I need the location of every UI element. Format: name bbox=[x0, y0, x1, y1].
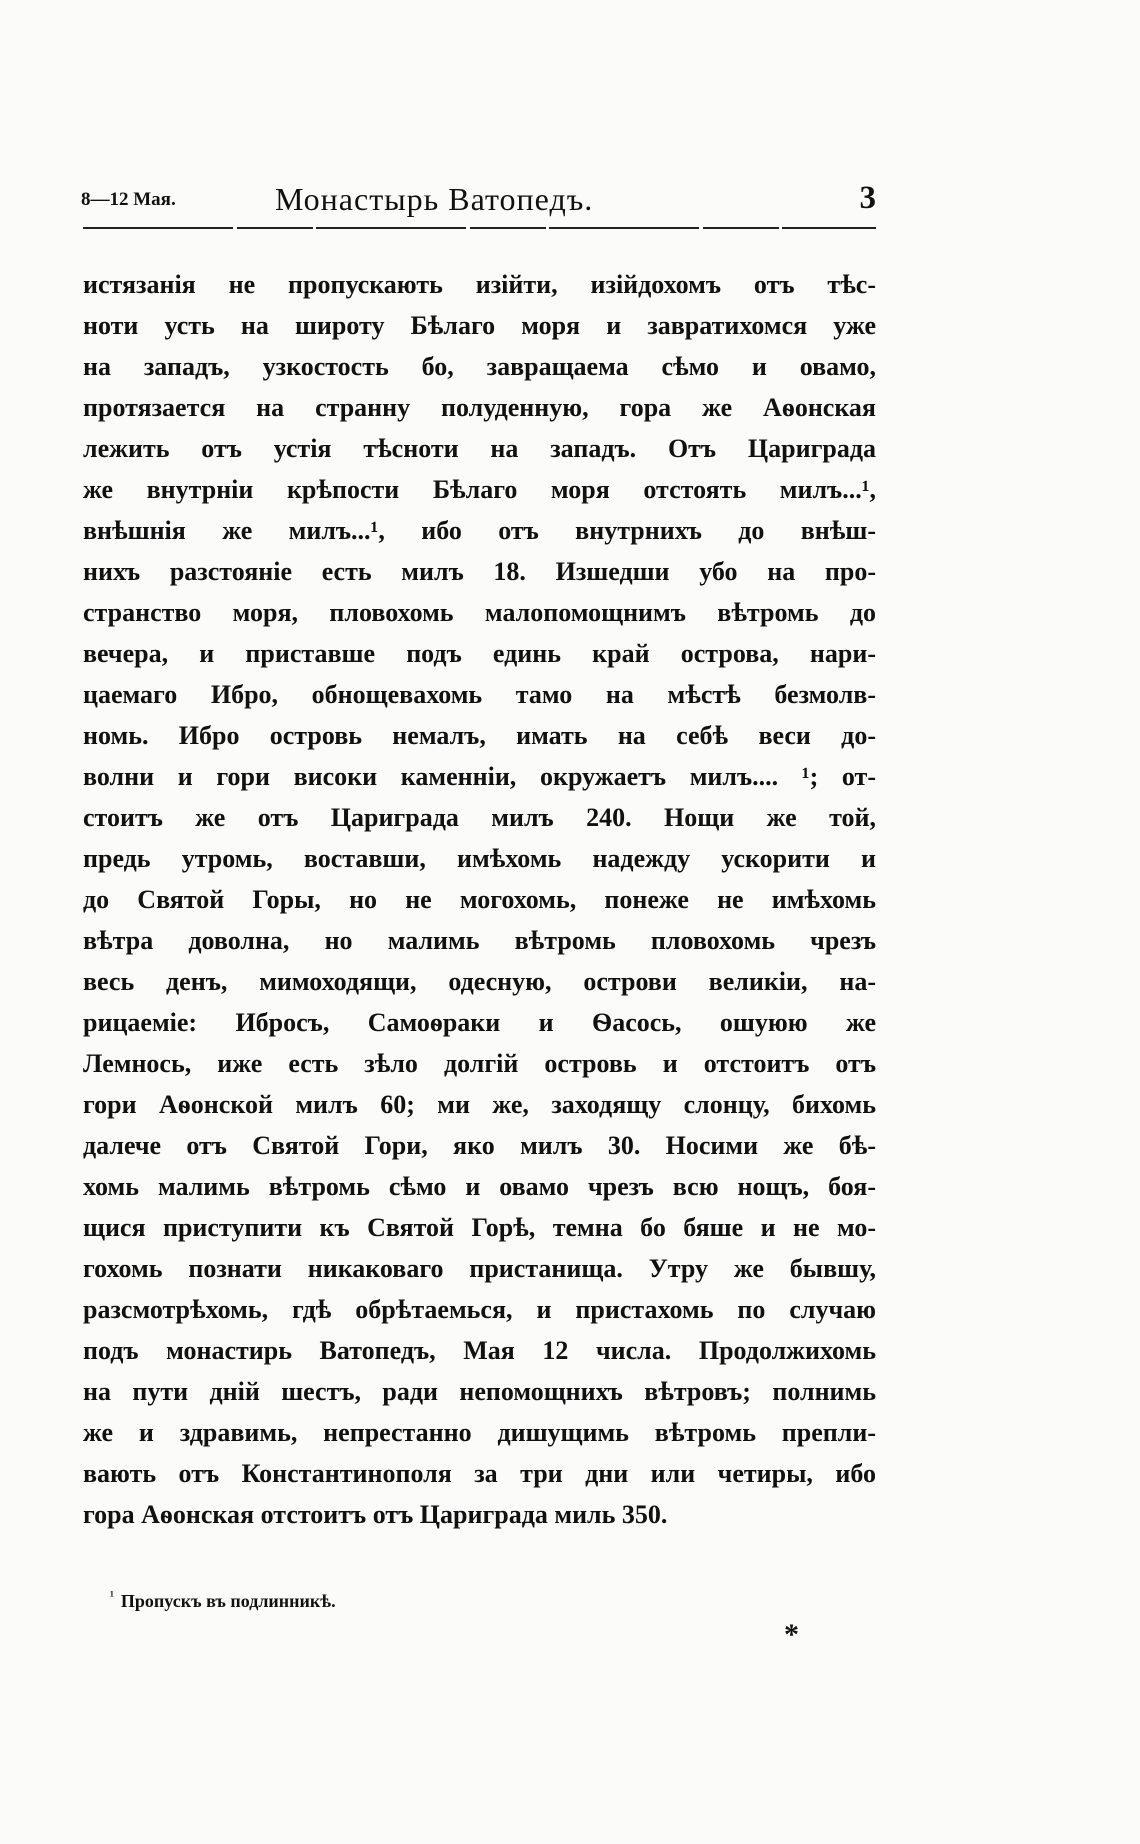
text-line: протязается на странну полуденную, гора же Аѳонская bbox=[83, 393, 876, 422]
text-line: странство моря, пловохомь малопомощнимъ вѣтромь до bbox=[83, 598, 876, 627]
text-line: далече отъ Святой Гори, яко милъ 30. Носими же бѣ- bbox=[83, 1131, 876, 1160]
footnote-marker: ¹ bbox=[110, 1588, 114, 1603]
text-line: ноти усть на широту Бѣлаго моря и завратихомся уже bbox=[83, 311, 876, 340]
text-line: истязанія не пропускають изійти, изійдохомъ отъ тѣс- bbox=[83, 270, 876, 299]
text-line: предь утромь, воставши, имѣхомь надежду ускорити и bbox=[83, 844, 876, 873]
text-line: на западъ, узкостость бо, завращаема сѣмо и овамо, bbox=[83, 352, 876, 381]
text-line: весь денъ, мимоходящи, одесную, острови великіи, на- bbox=[83, 967, 876, 996]
text-line: гори Аѳонской милъ 60; ми же, заходящу слонцу, бихомь bbox=[83, 1090, 876, 1119]
page-number: 3 bbox=[859, 180, 876, 216]
text-line: гохомь познати никаковаго пристанища. Утру же бывшу, bbox=[83, 1254, 876, 1283]
footnote-text: Пропускъ въ подлинникѣ. bbox=[120, 1591, 336, 1611]
running-header-title: Монастырь Ватопедъ. bbox=[275, 181, 594, 217]
body-text bbox=[83, 264, 876, 1535]
text-line: на пути дній шестъ, ради непомощнихъ вѣтровъ; полнимь bbox=[83, 1377, 876, 1406]
text-line: разсмотрѣхомь, гдѣ обрѣтаемься, и пристахомь по случаю bbox=[83, 1295, 876, 1324]
footnote bbox=[110, 1584, 336, 1613]
end-mark: * bbox=[784, 1618, 799, 1651]
text-line: гора Аѳонская отстоитъ отъ Цариграда миль 350. bbox=[83, 1500, 668, 1529]
running-header-date: 8—12 Мая. bbox=[81, 189, 176, 210]
text-line: стоитъ же отъ Цариграда милъ 240. Нощи же той, bbox=[83, 803, 876, 832]
text-line: хомь малимь вѣтромь сѣмо и овамо чрезъ всю нощъ, боя- bbox=[83, 1172, 876, 1201]
text-line: вечера, и приставше подъ единь край острова, нари- bbox=[83, 639, 876, 668]
text-line: лежить отъ устія тѣсноти на западъ. Отъ Цариграда bbox=[83, 434, 876, 463]
text-line: вають отъ Константинополя за три дни или четиры, ибо bbox=[83, 1459, 876, 1488]
text-line: цаемаго Ибро, обнощевахомь тамо на мѣстѣ безмолв- bbox=[83, 680, 876, 709]
text-line: нихъ разстояніе есть милъ 18. Изшедши убо на про- bbox=[83, 557, 876, 586]
text-line: щися приступити къ Святой Горѣ, темна бо бяше и не мо- bbox=[83, 1213, 876, 1242]
text-line: внѣшнія же милъ...¹, ибо отъ внутрнихъ до внѣш- bbox=[83, 516, 876, 545]
text-line: же и здравимь, непрестанно дишущимь вѣтромь препли- bbox=[83, 1418, 876, 1447]
text-line: вѣтра доволна, но малимь вѣтромь пловохомь чрезъ bbox=[83, 926, 876, 955]
text-line: рицаеміе: Ибросъ, Самоѳраки и Ѳасось, ошуюю же bbox=[83, 1008, 876, 1037]
text-line: до Святой Горы, но не могохомь, понеже не имѣхомь bbox=[83, 885, 876, 914]
text-line: волни и гори високи каменніи, окружаетъ милъ.... ¹; от- bbox=[83, 762, 876, 791]
text-line: Лемнось, иже есть зѣло долгій островь и отстоитъ отъ bbox=[83, 1049, 876, 1078]
text-line: подъ монастирь Ватопедъ, Мая 12 числа. Продолжихомь bbox=[83, 1336, 876, 1365]
text-line: номь. Ибро островь немалъ, имать на себѣ веси до- bbox=[83, 721, 876, 750]
header-rule bbox=[83, 227, 876, 229]
text-line: же внутрніи крѣпости Бѣлаго моря отстоять милъ...¹, bbox=[83, 475, 876, 504]
